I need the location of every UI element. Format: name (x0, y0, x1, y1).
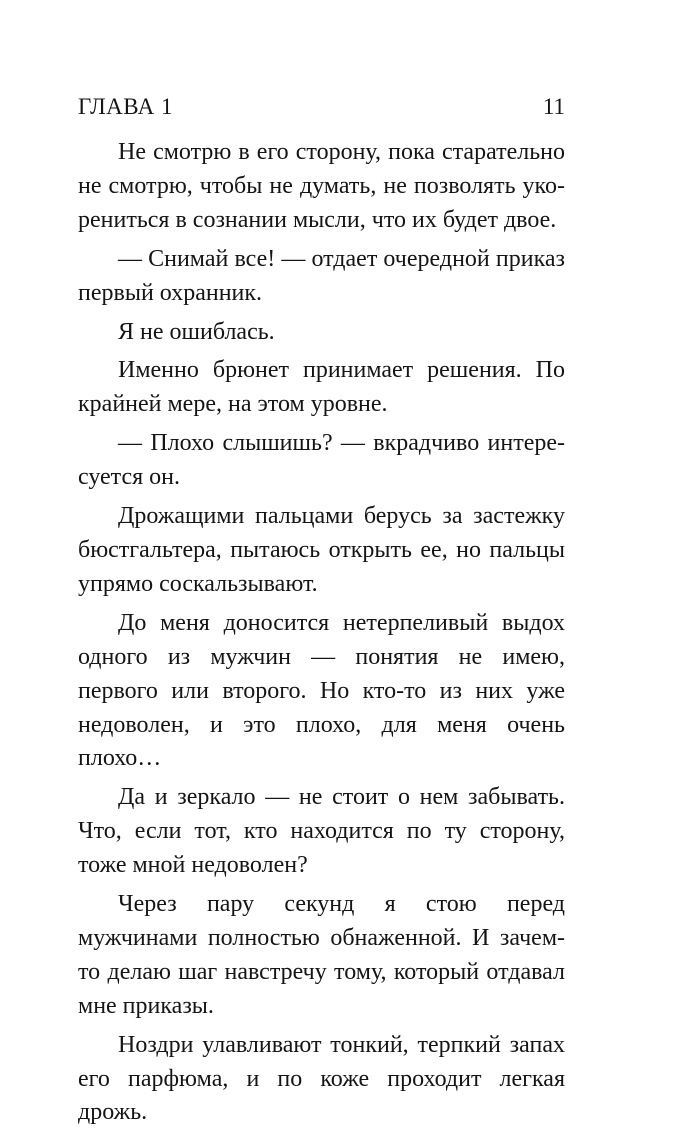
body-text (78, 136, 565, 1130)
paragraph: Да и зеркало — не стоит о нем забывать. Что, если тот, кто находится по ту сторону, тоже мной недоволен? (78, 784, 565, 879)
paragraph: Через пару секунд я стою перед мужчинами полностью обнаженной. И зачем-то делаю шаг навстречу тому, который отдавал мне приказы. (78, 891, 565, 1019)
paragraph: Ноздри улавливают тонкий, терпкий запах его парфюма, и по коже проходит легкая дрожь. (78, 1031, 565, 1126)
paragraph: До меня доносится нетерпеливый выдох одного из мужчин — понятия не имею, первого или второго. Но кто-то из них уже недоволен, и это плохо, для меня очень плохо… (78, 609, 565, 772)
paragraph: Именно брюнет принимает решения. По крайней мере, на этом уровне. (78, 357, 565, 418)
running-header (78, 92, 565, 122)
paragraph: — Снимай все! — отдает очередной приказ первый охранник. (78, 245, 565, 306)
paragraph: Не смотрю в его сторону, пока старательно не смотрю, чтобы не думать, не позволять укорениться в сознании мысли, что их будет двое. (78, 139, 565, 233)
paragraph: — Плохо слышишь? — вкрадчиво интересуется он. (78, 430, 565, 491)
page-number: 11 (542, 94, 565, 119)
chapter-label: ГЛАВА 1 (78, 94, 174, 119)
paragraph: Я не ошиблась. (118, 318, 275, 345)
paragraph: Дрожащими пальцами берусь за застежку бюстгальтера, пытаюсь открыть ее, но пальцы упрямо соскальзывают. (78, 503, 565, 597)
